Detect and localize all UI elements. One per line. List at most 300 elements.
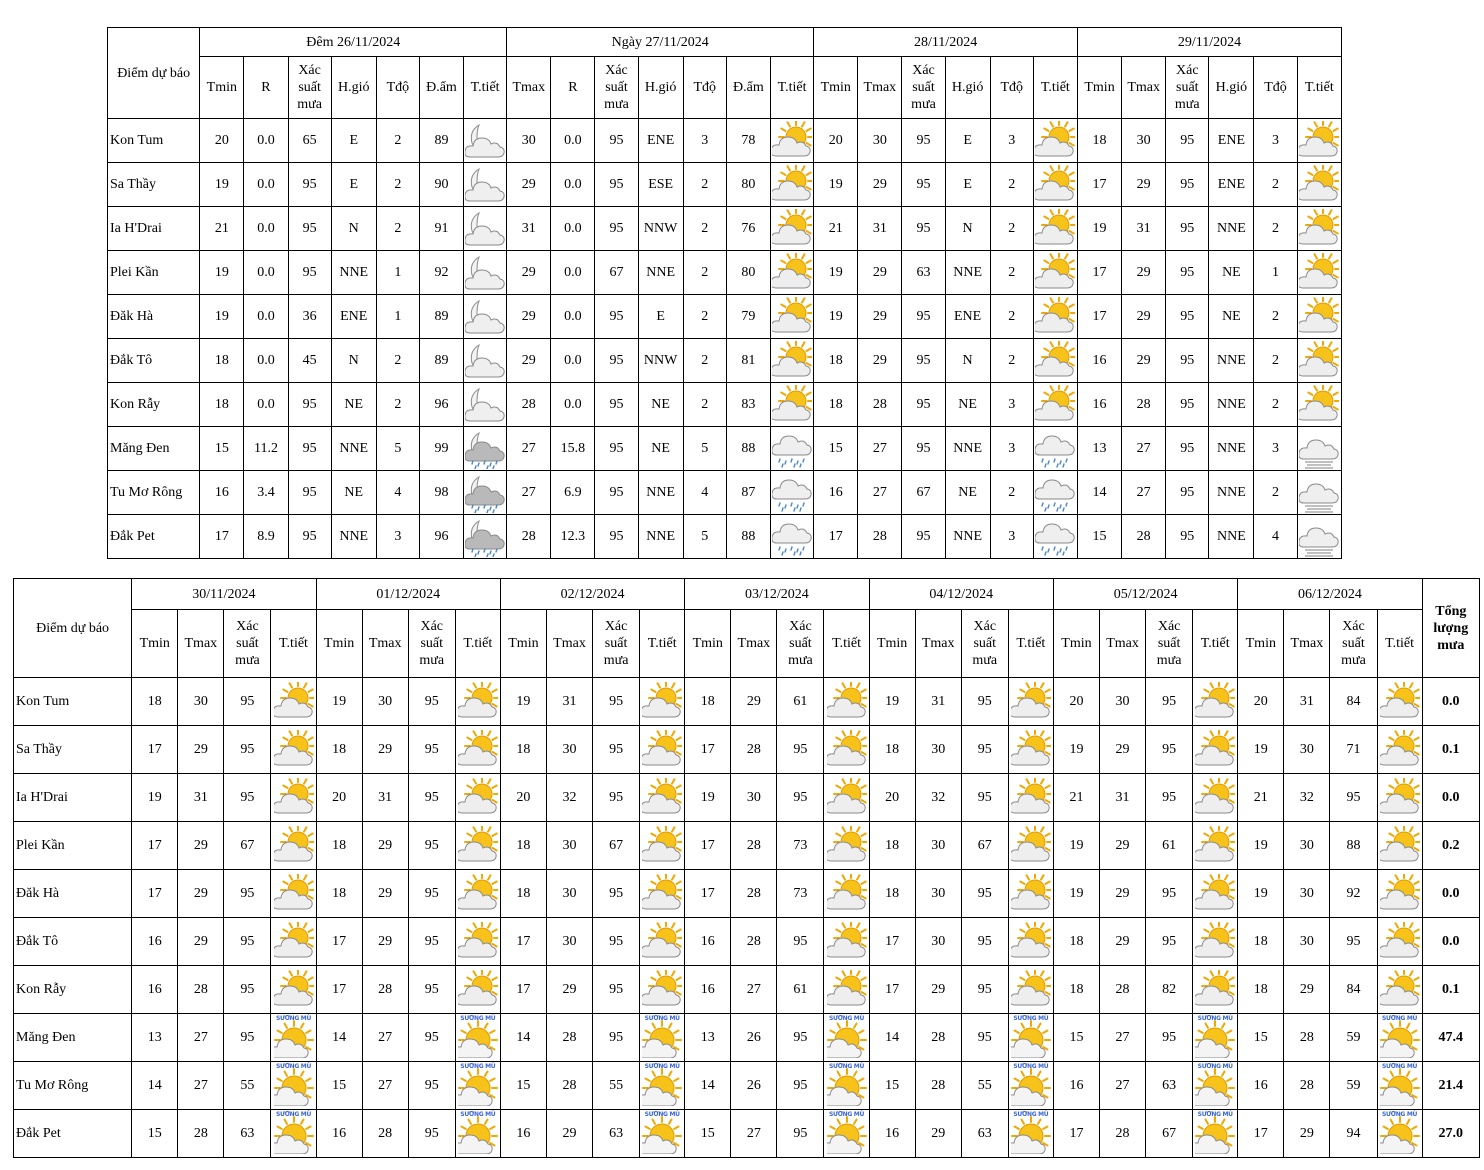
value-cell: 27: [731, 966, 777, 1014]
value-cell: 14: [500, 1014, 546, 1062]
table-row: [14, 774, 1480, 822]
column-header: Tmax: [1284, 610, 1330, 678]
value-cell: NNE: [1209, 515, 1254, 559]
value-cell: 29: [1100, 726, 1146, 774]
sun-cloud-icon: [1378, 874, 1422, 914]
value-cell: 18: [869, 870, 915, 918]
value-cell: 2: [683, 163, 726, 207]
value-cell: 2: [376, 119, 419, 163]
weather-cell: [1033, 207, 1077, 251]
sun-cloud-icon: [640, 970, 684, 1010]
value-cell: 27: [507, 427, 551, 471]
sun-cloud-icon: [271, 970, 315, 1010]
weather-cell: [1033, 339, 1077, 383]
fog-label: SƯƠNG MÙ: [1382, 1014, 1418, 1022]
value-cell: 29: [362, 918, 408, 966]
value-cell: 17: [1077, 163, 1121, 207]
value-cell: 26: [731, 1062, 777, 1110]
weather-cell: [464, 207, 507, 251]
value-cell: 36: [288, 295, 331, 339]
sun-cloud-icon: [1193, 682, 1237, 722]
fog-label: SƯƠNG MÙ: [275, 1062, 312, 1070]
weather-cell: [770, 339, 813, 383]
value-cell: 80: [726, 251, 770, 295]
sun-cloud-icon: [1378, 970, 1422, 1010]
sun-cloud-icon: [271, 874, 315, 914]
weather-cell: [271, 918, 316, 966]
value-cell: 3: [376, 515, 419, 559]
value-cell: 15: [200, 427, 244, 471]
value-cell: 30: [1284, 918, 1330, 966]
value-cell: 2: [1254, 207, 1297, 251]
value-cell: 63: [961, 1110, 1008, 1158]
value-cell: 27: [1122, 471, 1166, 515]
value-cell: 0.0: [244, 119, 288, 163]
value-cell: 0.0: [551, 383, 595, 427]
table-row: [108, 427, 1342, 471]
column-header: Tmin: [869, 610, 915, 678]
value-cell: 95: [1166, 251, 1209, 295]
value-cell: 95: [288, 383, 331, 427]
value-cell: 81: [726, 339, 770, 383]
value-cell: 29: [178, 726, 224, 774]
value-cell: 95: [1330, 774, 1377, 822]
value-cell: 30: [507, 119, 551, 163]
value-cell: 95: [408, 822, 455, 870]
table-row: [14, 822, 1480, 870]
table-row: [108, 163, 1342, 207]
sun-cloud-icon: [1009, 874, 1053, 914]
column-header: T.tiết: [770, 57, 813, 119]
value-cell: 28: [1100, 966, 1146, 1014]
weather-cell: [464, 339, 507, 383]
value-cell: 95: [961, 870, 1008, 918]
weather-cell: [824, 918, 869, 966]
weather-cell: [455, 870, 500, 918]
value-cell: 27: [731, 1110, 777, 1158]
value-cell: 0.0: [551, 207, 595, 251]
value-cell: 28: [858, 515, 902, 559]
night-partly-cloudy-icon: [464, 341, 506, 381]
value-cell: 0.0: [244, 207, 288, 251]
value-cell: 94: [1330, 1110, 1377, 1158]
value-cell: 5: [683, 427, 726, 471]
weather-cell: [824, 726, 869, 774]
fog-sun-icon: [456, 1062, 500, 1106]
value-cell: 30: [178, 678, 224, 726]
value-cell: 28: [915, 1014, 961, 1062]
value-cell: 67: [961, 822, 1008, 870]
weather-cell: [455, 726, 500, 774]
sun-cloud-icon: [456, 730, 500, 770]
value-cell: 2: [990, 207, 1033, 251]
value-cell: 84: [1330, 966, 1377, 1014]
weather-cell: [1297, 295, 1341, 339]
sun-cloud-icon: [1193, 874, 1237, 914]
value-cell: 61: [1146, 822, 1193, 870]
station-name: Kon Tum: [108, 119, 200, 163]
value-cell: 95: [224, 774, 271, 822]
value-cell: 20: [1238, 678, 1284, 726]
value-cell: 17: [1077, 295, 1121, 339]
sun-cloud-icon: [824, 826, 868, 866]
value-cell: 31: [362, 774, 408, 822]
value-cell: 27: [858, 427, 902, 471]
value-cell: 28: [362, 966, 408, 1014]
total-rain-value: 0.0: [1422, 870, 1479, 918]
weather-cell: [464, 119, 507, 163]
cloud-rain-icon: [771, 473, 813, 513]
value-cell: 95: [1166, 427, 1209, 471]
value-cell: 95: [961, 966, 1008, 1014]
value-cell: 95: [288, 471, 331, 515]
value-cell: 18: [869, 822, 915, 870]
date-header: 04/12/2024: [869, 579, 1053, 610]
value-cell: 15: [500, 1062, 546, 1110]
value-cell: 18: [316, 726, 362, 774]
value-cell: 27: [507, 471, 551, 515]
value-cell: 95: [1146, 774, 1193, 822]
value-cell: 30: [1284, 726, 1330, 774]
cloud-rain-icon: [771, 517, 813, 557]
value-cell: 95: [961, 774, 1008, 822]
value-cell: 21: [1238, 774, 1284, 822]
value-cell: 27: [362, 1014, 408, 1062]
value-cell: NNE: [638, 251, 683, 295]
value-cell: 29: [1284, 1110, 1330, 1158]
value-cell: 17: [316, 918, 362, 966]
value-cell: 19: [1077, 207, 1121, 251]
sun-cloud-icon: [640, 730, 684, 770]
value-cell: 30: [731, 774, 777, 822]
value-cell: 20: [869, 774, 915, 822]
sun-cloud-icon: [1034, 121, 1077, 161]
column-header: Tmin: [200, 57, 244, 119]
value-cell: 18: [869, 726, 915, 774]
value-cell: 29: [1284, 966, 1330, 1014]
value-cell: 29: [362, 870, 408, 918]
weather-cell: [1033, 515, 1077, 559]
value-cell: NE: [638, 427, 683, 471]
fog-sun-icon: [271, 1062, 315, 1106]
weather-cell: [640, 774, 685, 822]
sun-cloud-icon: [771, 385, 813, 425]
value-cell: 67: [1146, 1110, 1193, 1158]
value-cell: 96: [419, 515, 463, 559]
value-cell: 19: [500, 678, 546, 726]
value-cell: 95: [777, 1014, 824, 1062]
value-cell: 95: [1146, 1014, 1193, 1062]
total-rain-value: 0.0: [1422, 918, 1479, 966]
sun-cloud-icon: [1009, 682, 1053, 722]
sun-cloud-icon: [771, 341, 813, 381]
station-name: Đắk Pet: [14, 1110, 132, 1158]
weather-cell: [1033, 119, 1077, 163]
value-cell: 29: [858, 163, 902, 207]
value-cell: 78: [726, 119, 770, 163]
value-cell: 2: [683, 295, 726, 339]
column-header: Tđộ: [683, 57, 726, 119]
value-cell: 29: [507, 251, 551, 295]
value-cell: 95: [595, 295, 638, 339]
value-cell: 13: [685, 1014, 731, 1062]
value-cell: 95: [961, 1014, 1008, 1062]
value-cell: 28: [507, 383, 551, 427]
value-cell: 82: [1146, 966, 1193, 1014]
value-cell: 17: [1238, 1110, 1284, 1158]
total-rain-value: 0.2: [1422, 822, 1479, 870]
sun-cloud-icon: [771, 209, 813, 249]
sun-cloud-icon: [640, 778, 684, 818]
value-cell: 19: [1053, 726, 1099, 774]
column-header: Tmin: [814, 57, 858, 119]
value-cell: 17: [869, 966, 915, 1014]
weather-cell: [464, 427, 507, 471]
weather-cell: [824, 774, 869, 822]
value-cell: 30: [546, 870, 592, 918]
value-cell: NNE: [945, 427, 990, 471]
sun-cloud-icon: [1378, 922, 1422, 962]
sun-cloud-icon: [1378, 682, 1422, 722]
value-cell: 95: [1166, 383, 1209, 427]
table-row: [108, 515, 1342, 559]
value-cell: 73: [777, 870, 824, 918]
weather-cell: [770, 119, 813, 163]
total-rain-value: 27.0: [1422, 1110, 1479, 1158]
value-cell: 13: [1077, 427, 1121, 471]
value-cell: 0.0: [244, 339, 288, 383]
weather-cell: [271, 1110, 316, 1158]
fog-sun-icon: [824, 1062, 868, 1106]
value-cell: 18: [200, 339, 244, 383]
value-cell: 0.0: [551, 295, 595, 339]
weather-cell: [640, 678, 685, 726]
value-cell: 13: [132, 1014, 178, 1062]
fog-label: SƯƠNG MÙ: [275, 1014, 312, 1022]
column-header: Tmax: [731, 610, 777, 678]
night-rain-icon: [464, 473, 506, 513]
sun-cloud-icon: [1298, 341, 1341, 381]
value-cell: NNW: [638, 339, 683, 383]
value-cell: E: [945, 119, 990, 163]
value-cell: 0.0: [244, 163, 288, 207]
sun-cloud-icon: [640, 922, 684, 962]
value-cell: 95: [1166, 515, 1209, 559]
fog-label: SƯƠNG MÙ: [1013, 1014, 1049, 1022]
sun-cloud-icon: [456, 682, 500, 722]
total-rain-value: 0.0: [1422, 678, 1479, 726]
value-cell: 17: [316, 966, 362, 1014]
value-cell: N: [945, 339, 990, 383]
value-cell: NNE: [638, 515, 683, 559]
value-cell: 27: [858, 471, 902, 515]
sun-cloud-icon: [1193, 922, 1237, 962]
fog-label: SƯƠNG MÙ: [1382, 1110, 1418, 1118]
value-cell: 90: [419, 163, 463, 207]
value-cell: 95: [595, 427, 638, 471]
weather-cell: [1193, 966, 1238, 1014]
value-cell: 95: [224, 1014, 271, 1062]
sun-cloud-icon: [1009, 922, 1053, 962]
value-cell: 95: [1166, 163, 1209, 207]
fog-sun-icon: [271, 1110, 315, 1154]
value-cell: 29: [1122, 163, 1166, 207]
value-cell: 3: [990, 515, 1033, 559]
column-header: H.gió: [945, 57, 990, 119]
value-cell: NNE: [331, 515, 376, 559]
weather-cell: [824, 822, 869, 870]
value-cell: 95: [224, 678, 271, 726]
value-cell: E: [331, 163, 376, 207]
value-cell: NE: [945, 383, 990, 427]
value-cell: NE: [331, 383, 376, 427]
column-header: T.tiết: [1033, 57, 1077, 119]
value-cell: 2: [1254, 163, 1297, 207]
value-cell: 95: [288, 515, 331, 559]
value-cell: 4: [683, 471, 726, 515]
value-cell: 2: [990, 339, 1033, 383]
value-cell: 95: [408, 678, 455, 726]
value-cell: NNE: [1209, 471, 1254, 515]
value-cell: 95: [408, 1110, 455, 1158]
forecast-point-header: Điểm dự báo: [108, 28, 200, 119]
value-cell: 27: [362, 1062, 408, 1110]
weather-cell: [1377, 822, 1422, 870]
station-name: Sa Thầy: [14, 726, 132, 774]
value-cell: NNE: [1209, 207, 1254, 251]
weather-cell: [1377, 1062, 1422, 1110]
value-cell: 95: [595, 207, 638, 251]
value-cell: 16: [1077, 383, 1121, 427]
value-cell: 29: [507, 339, 551, 383]
weather-cell: [1193, 822, 1238, 870]
value-cell: 32: [546, 774, 592, 822]
value-cell: 55: [224, 1062, 271, 1110]
value-cell: 95: [902, 515, 945, 559]
column-header: Tđộ: [376, 57, 419, 119]
value-cell: 2: [1254, 295, 1297, 339]
value-cell: 18: [1053, 966, 1099, 1014]
fog-label: SƯƠNG MÙ: [1197, 1014, 1233, 1022]
fog-sun-icon: [1009, 1062, 1053, 1106]
value-cell: 3.4: [244, 471, 288, 515]
weather-cell: [464, 295, 507, 339]
value-cell: 30: [915, 726, 961, 774]
value-cell: 28: [546, 1014, 592, 1062]
fog-label: SƯƠNG MÙ: [644, 1014, 680, 1022]
value-cell: 29: [1100, 918, 1146, 966]
weather-cell: [1297, 119, 1341, 163]
value-cell: 8.9: [244, 515, 288, 559]
value-cell: 67: [902, 471, 945, 515]
value-cell: 95: [593, 726, 640, 774]
weather-cell: [770, 207, 813, 251]
station-name: Đắk Tô: [108, 339, 200, 383]
value-cell: 16: [132, 966, 178, 1014]
table-row: [108, 119, 1342, 163]
value-cell: 95: [408, 726, 455, 774]
column-header: Tmax: [178, 610, 224, 678]
column-header: Tmax: [915, 610, 961, 678]
value-cell: 17: [132, 726, 178, 774]
weather-cell: [1193, 870, 1238, 918]
column-header: Xác suất mưa: [902, 57, 945, 119]
value-cell: 2: [990, 471, 1033, 515]
value-cell: 28: [178, 966, 224, 1014]
value-cell: 15: [316, 1062, 362, 1110]
sun-cloud-icon: [824, 970, 868, 1010]
fog-label: SƯƠNG MÙ: [460, 1110, 496, 1118]
sun-cloud-icon: [1193, 970, 1237, 1010]
fog-label: SƯƠNG MÙ: [1197, 1062, 1233, 1070]
weather-cell: [1297, 383, 1341, 427]
value-cell: 31: [1100, 774, 1146, 822]
value-cell: 14: [685, 1062, 731, 1110]
sun-cloud-icon: [1009, 730, 1053, 770]
value-cell: 28: [1100, 1110, 1146, 1158]
value-cell: 28: [731, 870, 777, 918]
value-cell: 95: [777, 1062, 824, 1110]
value-cell: 95: [288, 427, 331, 471]
fog-sun-icon: [1193, 1110, 1237, 1154]
value-cell: 14: [869, 1014, 915, 1062]
sun-cloud-icon: [1034, 253, 1077, 293]
weather-cell: [1377, 918, 1422, 966]
column-header: Xác suất mưa: [224, 610, 271, 678]
value-cell: 29: [1100, 870, 1146, 918]
value-cell: NE: [331, 471, 376, 515]
sun-cloud-icon: [271, 778, 315, 818]
value-cell: 3: [990, 119, 1033, 163]
value-cell: 95: [224, 966, 271, 1014]
weather-cell: [464, 251, 507, 295]
value-cell: 4: [1254, 515, 1297, 559]
value-cell: 4: [376, 471, 419, 515]
weather-cell: [1193, 678, 1238, 726]
value-cell: 18: [316, 870, 362, 918]
value-cell: 28: [1284, 1014, 1330, 1062]
column-header: Xác suất mưa: [288, 57, 331, 119]
column-header: Xác suất mưa: [1146, 610, 1193, 678]
value-cell: 95: [1166, 207, 1209, 251]
table-row: [14, 726, 1480, 774]
weather-cell: [770, 383, 813, 427]
fog-label: SƯƠNG MÙ: [1013, 1110, 1049, 1118]
weather-cell: [455, 822, 500, 870]
value-cell: 61: [777, 678, 824, 726]
weather-cell: [1008, 1110, 1053, 1158]
weather-cell: [1297, 207, 1341, 251]
total-rain-header: Tổng lượng mưa: [1422, 579, 1479, 678]
sun-cloud-icon: [1034, 385, 1077, 425]
date-header: 02/12/2024: [500, 579, 684, 610]
value-cell: NNE: [1209, 339, 1254, 383]
value-cell: 84: [1330, 678, 1377, 726]
table-row: [14, 1014, 1480, 1062]
value-cell: 0.0: [244, 295, 288, 339]
value-cell: 0.0: [551, 119, 595, 163]
fog-sun-icon: [1009, 1110, 1053, 1154]
value-cell: 89: [419, 295, 463, 339]
sun-cloud-icon: [824, 778, 868, 818]
table-row: [108, 207, 1342, 251]
value-cell: 95: [408, 774, 455, 822]
weather-cell: [1033, 295, 1077, 339]
weather-cell: [1297, 251, 1341, 295]
weather-cell: [455, 1062, 500, 1110]
value-cell: 16: [200, 471, 244, 515]
value-cell: 95: [408, 1062, 455, 1110]
